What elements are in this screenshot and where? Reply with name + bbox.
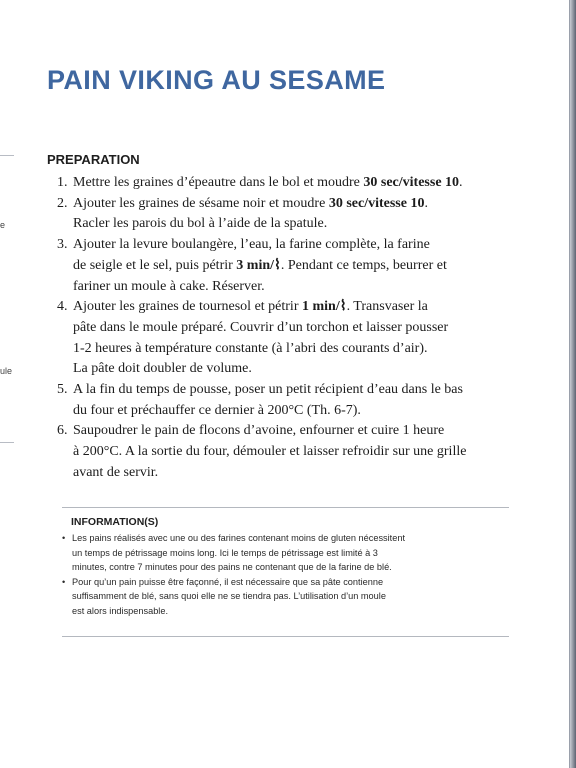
step-text-run: Mettre les graines d’épeautre dans le bol et moudre (73, 175, 364, 190)
step-text (73, 194, 527, 235)
step-text (73, 380, 527, 421)
left-margin-rule (0, 155, 14, 156)
page-edge-shadow (570, 0, 576, 768)
step-text (73, 297, 527, 380)
information-bottom-rule (62, 636, 509, 637)
preparation-heading: PREPARATION (47, 152, 140, 167)
step-text-run: Ajouter les graines de sésame noir et moudre (73, 195, 329, 211)
information-line: est alors indispensable. (72, 605, 169, 616)
preparation-steps (57, 173, 527, 484)
step-line (73, 463, 527, 484)
left-margin-text-fragment: ule (0, 366, 13, 376)
step-number: 6. (57, 423, 68, 439)
preparation-step (57, 421, 527, 483)
step-text (73, 173, 527, 194)
step-text-run: . Transvaser la (346, 299, 428, 315)
information-text (72, 531, 405, 575)
information-line: minutes, contre 7 minutes pour des pains ne contenant que de la farine de blé. (72, 562, 392, 573)
step-number: 5. (57, 382, 68, 398)
step-text-run: A la fin du temps de pousse, poser un petit récipient d’eau dans le bas (73, 382, 463, 398)
step-line (73, 214, 527, 235)
information-line: un temps de pétrissage moins long. Ici le temps de pétrissage est limité à 3 (72, 547, 378, 558)
step-number: 1. (57, 175, 68, 190)
step-text-run: du four et préchauffer ce dernier à 200°C (Th. 6-7). (73, 402, 361, 418)
information-list (62, 531, 512, 619)
step-text-run: Ajouter les graines de tournesol et pétrir (73, 299, 302, 315)
step-line (73, 256, 527, 277)
step-bold-text: 3 min/ (236, 257, 275, 273)
step-number: 3. (57, 237, 68, 253)
step-text-run: Saupoudrer le pain de flocons d’avoine, enfourner et cuire 1 heure (73, 423, 445, 439)
information-item (62, 575, 512, 619)
step-line (73, 277, 527, 298)
recipe-title: PAIN VIKING AU SESAME (47, 65, 386, 95)
step-text-run: pâte dans le moule préparé. Couvrir d’un torchon et laisser pousser (73, 319, 449, 335)
step-text-run: de seigle et le sel, puis pétrir (73, 257, 237, 273)
step-line (73, 194, 527, 215)
step-line (73, 297, 527, 318)
step-bold-text: ⌇ (274, 257, 281, 273)
step-line (73, 359, 527, 380)
information-line: Pour qu’un pain puisse être façonné, il est nécessaire que sa pâte contienne (72, 576, 384, 587)
information-line: suffisamment de blé, sans quoi elle ne se tiendra pas. L’utilisation d’un moule (72, 591, 386, 602)
step-bold-text: ⌇ (339, 299, 347, 315)
left-margin-text-fragment: e (0, 220, 6, 230)
step-line (73, 318, 527, 339)
step-line (73, 442, 527, 463)
step-bold-text: 1 min/ (301, 299, 340, 315)
step-number: 4. (57, 299, 68, 315)
step-text-run: Ajouter la levure boulangère, l’eau, la farine complète, la farine (73, 237, 430, 253)
step-line (73, 401, 527, 422)
step-text-run: à 200°C. A la sortie du four, démouler et laisser refroidir sur une grille (73, 444, 467, 460)
step-text-run: Racler les parois du bol à l’aide de la spatule. (73, 216, 328, 232)
preparation-step (57, 173, 527, 194)
step-line (73, 380, 527, 401)
step-line (73, 339, 527, 360)
step-text-run: 1-2 heures à température constante (à l’abri des courants d’air). (73, 340, 428, 356)
step-line (73, 421, 527, 442)
left-margin-rule (0, 442, 14, 443)
bullet-icon: • (62, 576, 66, 587)
information-text (72, 575, 386, 619)
step-bold-text: 30 sec/vitesse 10 (363, 175, 460, 190)
step-text (73, 421, 527, 483)
step-bold-text: 30 sec/vitesse 10 (328, 195, 425, 211)
step-line (73, 173, 527, 194)
step-number: 2. (57, 195, 68, 211)
step-text-run: . (424, 195, 428, 211)
preparation-step (57, 297, 527, 380)
information-line: Les pains réalisés avec une ou des farines contenant moins de gluten nécessitent (72, 533, 406, 543)
preparation-step (57, 194, 527, 235)
preparation-step (57, 380, 527, 421)
information-top-rule (62, 507, 509, 508)
step-text-run: La pâte doit doubler de volume. (73, 361, 252, 377)
step-line (73, 235, 527, 256)
step-text (73, 235, 527, 297)
step-text-run: avant de servir. (73, 464, 159, 480)
information-heading: INFORMATION(S) (71, 516, 159, 528)
step-text-run: . Pendant ce temps, beurrer et (280, 257, 447, 273)
bullet-icon: • (62, 533, 66, 543)
step-text-run: fariner un moule à cake. Réserver. (73, 278, 265, 294)
step-text-run: . (459, 175, 463, 190)
information-item (62, 531, 512, 575)
preparation-step (57, 235, 527, 297)
